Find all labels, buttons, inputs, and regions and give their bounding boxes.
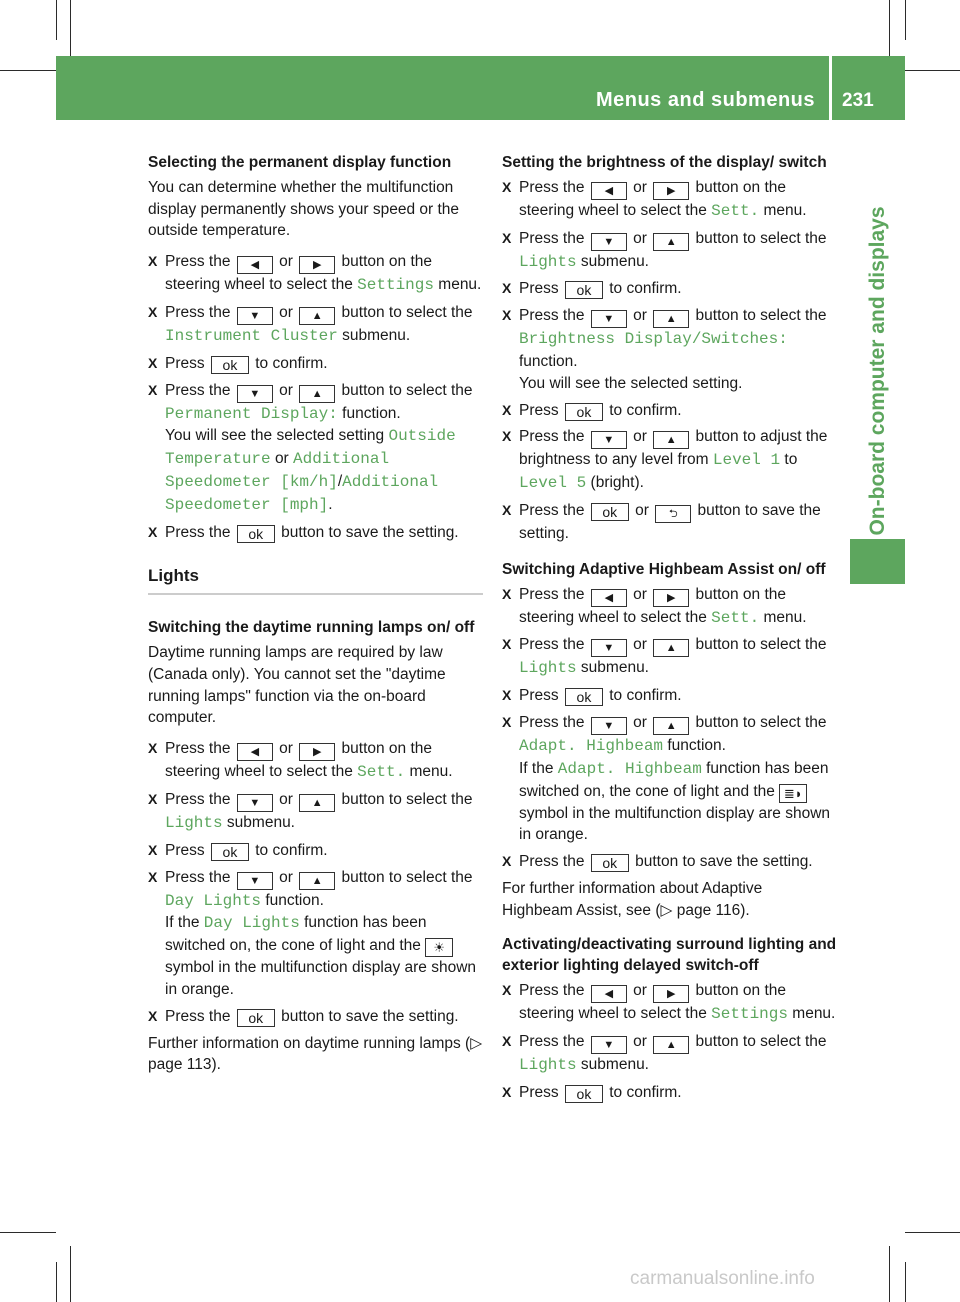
step-text: or bbox=[633, 178, 647, 196]
step-bullet: X bbox=[502, 636, 512, 653]
section-heading: Switching Adaptive Highbeam Assist on/ off bbox=[502, 560, 826, 578]
step-text: to confirm. bbox=[255, 354, 328, 372]
instruction-step bbox=[502, 1031, 837, 1077]
step-text: function has been switched on, the cone of light and the bbox=[519, 759, 829, 800]
step-text: button to select the bbox=[695, 229, 827, 247]
step-text: button to save the setting. bbox=[519, 501, 821, 542]
menu-name: Day Lights bbox=[203, 914, 300, 933]
up-arrow-key-icon: ▲ bbox=[653, 639, 689, 657]
step-text: function. bbox=[667, 736, 726, 754]
step-bullet: X bbox=[502, 687, 512, 704]
step-text: symbol in the multifunction display are shown in orange. bbox=[519, 804, 831, 844]
ok-key-icon: ok bbox=[565, 1085, 603, 1103]
menu-name: Sett. bbox=[711, 201, 760, 220]
instruction-step bbox=[148, 789, 483, 835]
right-column bbox=[502, 152, 837, 1109]
ok-key-icon: ok bbox=[565, 281, 603, 299]
instruction-step bbox=[502, 228, 837, 274]
menu-name: Settings bbox=[357, 276, 434, 295]
step-text: menu. bbox=[409, 763, 453, 781]
step-bullet: X bbox=[502, 853, 512, 870]
step-text: or bbox=[633, 229, 647, 247]
step-bullet: X bbox=[148, 790, 158, 807]
step-text: / bbox=[337, 472, 343, 490]
up-arrow-key-icon: ▲ bbox=[299, 794, 335, 812]
step-text: Press the bbox=[165, 523, 231, 541]
step-text: menu. bbox=[792, 1005, 836, 1023]
step-text: or bbox=[279, 868, 293, 886]
right-arrow-key-icon: ▶ bbox=[653, 589, 689, 607]
step-text: or bbox=[633, 585, 647, 603]
step-text: symbol in the multifunction display are shown in orange. bbox=[165, 959, 477, 998]
step-text: You will see the selected setting. bbox=[519, 374, 743, 392]
up-arrow-key-icon: ▲ bbox=[299, 385, 335, 403]
step-bullet: X bbox=[502, 307, 512, 324]
down-arrow-key-icon: ▼ bbox=[237, 307, 273, 325]
step-bullet: X bbox=[148, 841, 158, 858]
menu-name: Sett. bbox=[711, 608, 760, 627]
step-text: or bbox=[279, 253, 293, 271]
up-arrow-key-icon: ▲ bbox=[653, 431, 689, 449]
step-text: Press bbox=[165, 841, 205, 859]
instruction-step bbox=[502, 584, 837, 630]
step-text: Press the bbox=[165, 253, 231, 271]
right-arrow-key-icon: ▶ bbox=[299, 256, 335, 274]
step-text: Press the bbox=[519, 853, 585, 871]
step-text: button to save the setting. bbox=[281, 523, 459, 541]
instruction-step bbox=[502, 712, 837, 846]
crop-mark bbox=[905, 1232, 960, 1233]
right-arrow-key-icon: ▶ bbox=[653, 182, 689, 200]
step-text: or bbox=[279, 740, 293, 758]
menu-name: Adapt. Highbeam bbox=[519, 736, 664, 755]
section-heading: Selecting the permanent display function bbox=[148, 154, 452, 171]
step-text: or bbox=[633, 307, 647, 325]
menu-name: Lights bbox=[519, 659, 577, 678]
step-text: Press bbox=[519, 1083, 559, 1101]
step-bullet: X bbox=[148, 1007, 158, 1024]
step-text: submenu. bbox=[580, 659, 649, 677]
step-text: menu. bbox=[438, 276, 482, 294]
step-text: Press the bbox=[519, 636, 585, 654]
instruction-step bbox=[148, 522, 483, 544]
page-reference[interactable]: Further information on daytime running lamps (▷ page 113). bbox=[148, 1034, 483, 1074]
step-bullet: X bbox=[502, 280, 512, 297]
menu-name: Adapt. Highbeam bbox=[557, 759, 702, 778]
step-text: Press bbox=[165, 354, 205, 372]
left-arrow-key-icon: ◀ bbox=[237, 256, 273, 274]
instruction-step bbox=[148, 840, 483, 862]
menu-name: Settings bbox=[711, 1005, 788, 1024]
instruction-step bbox=[502, 1082, 837, 1104]
menu-name: Permanent Display: bbox=[165, 404, 338, 423]
step-text: function. bbox=[265, 891, 324, 909]
step-bullet: X bbox=[502, 501, 512, 518]
up-arrow-key-icon: ▲ bbox=[653, 717, 689, 735]
step-bullet: X bbox=[148, 740, 158, 757]
crop-mark bbox=[70, 0, 71, 56]
watermark: carmanualsonline.info bbox=[630, 1268, 815, 1289]
down-arrow-key-icon: ▼ bbox=[237, 794, 273, 812]
menu-name: Additional Speedometer [km/h] bbox=[165, 450, 390, 491]
page-reference[interactable]: For further information about Adaptive Highbeam Assist, see (▷ page 116). bbox=[502, 879, 763, 919]
back-key-icon: ⮌ bbox=[655, 505, 691, 523]
crop-mark bbox=[905, 70, 960, 71]
step-text: Press the bbox=[165, 740, 231, 758]
page-title: Menus and submenus bbox=[595, 89, 815, 111]
menu-name: Brightness Display/Switches: bbox=[519, 330, 788, 349]
step-text: or bbox=[633, 636, 647, 654]
down-arrow-key-icon: ▼ bbox=[237, 872, 273, 890]
step-text: menu. bbox=[763, 201, 807, 219]
crop-mark bbox=[889, 1246, 890, 1302]
step-text: to bbox=[784, 451, 798, 469]
step-text: button to select the bbox=[341, 381, 473, 399]
step-text: or bbox=[633, 428, 647, 446]
up-arrow-key-icon: ▲ bbox=[653, 233, 689, 251]
step-text: or bbox=[274, 450, 289, 468]
step-text: function. bbox=[519, 352, 578, 370]
step-text: . bbox=[328, 495, 333, 513]
step-text: Press the bbox=[165, 868, 231, 886]
step-text: or bbox=[279, 381, 293, 399]
step-text: button to select the bbox=[695, 1032, 827, 1050]
step-text: function. bbox=[342, 404, 401, 422]
step-text: button to adjust the brightness to any level from bbox=[519, 428, 828, 469]
section-heading: Setting the brightness of the display/ switch bbox=[502, 154, 827, 171]
crop-mark bbox=[0, 70, 56, 71]
paragraph: Daytime running lamps are required by law (Canada only). You cannot set the "daytime running lamps" function via the on-board computer. bbox=[148, 643, 446, 727]
side-tab-label: On-board computer and displays bbox=[866, 206, 889, 536]
step-bullet: X bbox=[502, 229, 512, 246]
step-text: button on the steering wheel to select the bbox=[519, 178, 787, 219]
left-arrow-key-icon: ◀ bbox=[237, 743, 273, 761]
step-text: Press the bbox=[165, 303, 231, 321]
paragraph: You can determine whether the multifunction display permanently shows your speed or the outside temperature. bbox=[148, 178, 460, 240]
step-text: Press bbox=[519, 280, 559, 298]
step-text: menu. bbox=[763, 608, 807, 626]
step-text: Press the bbox=[519, 307, 585, 325]
page-number: 231 bbox=[842, 90, 874, 111]
day-lights-icon: ☀ bbox=[425, 938, 453, 957]
right-arrow-key-icon: ▶ bbox=[299, 743, 335, 761]
step-text: or bbox=[633, 713, 647, 731]
step-text: function has been switched on, the cone of light and the bbox=[165, 914, 427, 955]
step-text: button to select the bbox=[695, 636, 827, 654]
crop-mark bbox=[56, 1262, 57, 1302]
step-text: Press the bbox=[519, 178, 585, 196]
instruction-step bbox=[502, 426, 837, 495]
crop-mark bbox=[70, 1246, 71, 1302]
down-arrow-key-icon: ▼ bbox=[237, 385, 273, 403]
ok-key-icon: ok bbox=[565, 403, 603, 421]
step-text: or bbox=[633, 1032, 647, 1050]
up-arrow-key-icon: ▲ bbox=[653, 1036, 689, 1054]
step-bullet: X bbox=[148, 523, 158, 540]
left-arrow-key-icon: ◀ bbox=[591, 182, 627, 200]
step-bullet: X bbox=[502, 178, 512, 195]
step-text: or bbox=[279, 303, 293, 321]
step-bullet: X bbox=[502, 585, 512, 602]
step-text: button to select the bbox=[695, 307, 827, 325]
step-text: button to select the bbox=[695, 713, 827, 731]
step-bullet: X bbox=[502, 713, 512, 730]
instruction-step bbox=[502, 400, 837, 422]
ok-key-icon: ok bbox=[237, 1009, 275, 1027]
instruction-step bbox=[502, 278, 837, 300]
down-arrow-key-icon: ▼ bbox=[591, 639, 627, 657]
instruction-step bbox=[502, 500, 837, 545]
step-text: to confirm. bbox=[609, 280, 682, 298]
section-title: Lights bbox=[148, 565, 483, 595]
step-text: Press the bbox=[165, 790, 231, 808]
step-text: Press the bbox=[519, 585, 585, 603]
step-text: button to save the setting. bbox=[635, 853, 813, 871]
step-bullet: X bbox=[148, 381, 158, 398]
step-text: button to save the setting. bbox=[281, 1007, 459, 1025]
step-text: (bright). bbox=[590, 474, 644, 492]
step-text: to confirm. bbox=[609, 1083, 682, 1101]
instruction-step bbox=[148, 251, 483, 297]
step-text: or bbox=[635, 501, 649, 519]
instruction-step bbox=[148, 867, 483, 1001]
step-text: Press the bbox=[165, 1007, 231, 1025]
step-text: button to select the bbox=[341, 303, 473, 321]
step-bullet: X bbox=[502, 1083, 512, 1100]
down-arrow-key-icon: ▼ bbox=[591, 717, 627, 735]
instruction-step bbox=[502, 685, 837, 707]
instruction-step bbox=[502, 980, 837, 1026]
step-text: to confirm. bbox=[255, 841, 328, 859]
step-text: button to select the bbox=[341, 868, 473, 886]
instruction-step bbox=[502, 177, 837, 223]
step-bullet: X bbox=[502, 428, 512, 445]
step-bullet: X bbox=[148, 253, 158, 270]
instruction-step bbox=[148, 353, 483, 375]
crop-mark bbox=[905, 1262, 906, 1302]
ok-key-icon: ok bbox=[237, 525, 275, 543]
step-text: Press the bbox=[519, 229, 585, 247]
step-bullet: X bbox=[148, 354, 158, 371]
down-arrow-key-icon: ▼ bbox=[591, 431, 627, 449]
menu-name: Level 1 bbox=[712, 451, 781, 470]
right-arrow-key-icon: ▶ bbox=[653, 985, 689, 1003]
step-bullet: X bbox=[148, 303, 158, 320]
ok-key-icon: ok bbox=[591, 503, 629, 521]
menu-name: Lights bbox=[519, 1055, 577, 1074]
menu-name: Instrument Cluster bbox=[165, 326, 338, 345]
crop-mark bbox=[889, 0, 890, 56]
ok-key-icon: ok bbox=[565, 688, 603, 706]
menu-name: Outside Temperature bbox=[165, 427, 456, 469]
crop-mark bbox=[905, 0, 906, 40]
step-bullet: X bbox=[502, 982, 512, 999]
instruction-step bbox=[148, 302, 483, 348]
step-text: submenu. bbox=[226, 813, 295, 831]
instruction-step bbox=[502, 851, 837, 873]
menu-name: Level 5 bbox=[519, 474, 587, 493]
step-text: button on the steering wheel to select the bbox=[165, 253, 433, 294]
up-arrow-key-icon: ▲ bbox=[653, 310, 689, 328]
down-arrow-key-icon: ▼ bbox=[591, 1036, 627, 1054]
instruction-step bbox=[502, 634, 837, 680]
ok-key-icon: ok bbox=[591, 854, 629, 872]
instruction-step bbox=[148, 1006, 483, 1028]
step-text: Press the bbox=[165, 381, 231, 399]
step-text: button on the steering wheel to select the bbox=[165, 740, 433, 781]
up-arrow-key-icon: ▲ bbox=[299, 872, 335, 890]
menu-name: Day Lights bbox=[165, 891, 262, 910]
ok-key-icon: ok bbox=[211, 356, 249, 374]
crop-mark bbox=[0, 1232, 56, 1233]
menu-name: Additional Speedometer [mph] bbox=[165, 472, 439, 514]
left-arrow-key-icon: ◀ bbox=[591, 589, 627, 607]
step-text: If the bbox=[519, 759, 554, 777]
step-text: Press bbox=[519, 687, 559, 705]
step-text: Press bbox=[519, 401, 559, 419]
up-arrow-key-icon: ▲ bbox=[299, 307, 335, 325]
step-text: submenu. bbox=[580, 252, 649, 270]
step-text: If the bbox=[165, 914, 200, 932]
step-text: button on the steering wheel to select the bbox=[519, 982, 787, 1023]
step-text: button on the steering wheel to select the bbox=[519, 585, 787, 626]
instruction-step bbox=[502, 305, 837, 394]
menu-name: Lights bbox=[519, 252, 577, 271]
instruction-step bbox=[148, 380, 483, 517]
ok-key-icon: ok bbox=[211, 843, 249, 861]
menu-name: Lights bbox=[165, 813, 223, 832]
left-column bbox=[148, 152, 483, 1085]
header-separator bbox=[829, 56, 832, 120]
step-text: to confirm. bbox=[609, 401, 682, 419]
step-text: Press the bbox=[519, 713, 585, 731]
step-text: Press the bbox=[519, 428, 585, 446]
step-text: Press the bbox=[519, 501, 585, 519]
side-tab-marker bbox=[850, 539, 905, 584]
menu-name: Sett. bbox=[357, 763, 406, 782]
step-text: or bbox=[279, 790, 293, 808]
step-text: or bbox=[633, 982, 647, 1000]
section-heading: Switching the daytime running lamps on/ off bbox=[148, 619, 475, 637]
step-text: button to select the bbox=[341, 790, 473, 808]
down-arrow-key-icon: ▼ bbox=[591, 233, 627, 251]
left-arrow-key-icon: ◀ bbox=[591, 985, 627, 1003]
step-text: submenu. bbox=[342, 326, 411, 344]
section-heading: Activating/deactivating surround lighting and exterior lighting delayed switch-off bbox=[502, 935, 837, 975]
step-bullet: X bbox=[502, 1032, 512, 1049]
step-text: submenu. bbox=[580, 1055, 649, 1073]
down-arrow-key-icon: ▼ bbox=[591, 310, 627, 328]
step-text: to confirm. bbox=[609, 687, 682, 705]
step-text: Press the bbox=[519, 982, 585, 1000]
highbeam-icon: ≣◗ bbox=[779, 784, 807, 803]
instruction-step bbox=[148, 738, 483, 784]
step-text: You will see the selected setting bbox=[165, 427, 385, 445]
crop-mark bbox=[56, 0, 57, 40]
step-bullet: X bbox=[148, 868, 158, 885]
step-text: Press the bbox=[519, 1032, 585, 1050]
step-bullet: X bbox=[502, 401, 512, 418]
